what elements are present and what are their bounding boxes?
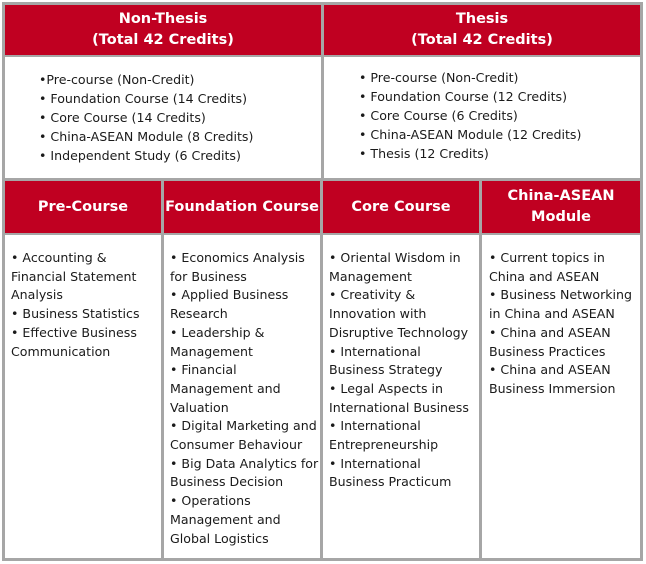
list-item: • Foundation Course (12 Credits) bbox=[359, 88, 567, 104]
list-item: Analysis bbox=[11, 287, 63, 303]
list-item: China and ASEAN bbox=[489, 268, 600, 284]
list-item: Global Logistics bbox=[170, 530, 269, 546]
thesis-header bbox=[324, 5, 640, 55]
list-item: Financial Statement bbox=[11, 268, 137, 284]
list-item: • Current topics in bbox=[489, 250, 605, 265]
list-item: Business Practicum bbox=[329, 474, 452, 490]
foundation-course-list bbox=[164, 235, 320, 558]
list-item: • Foundation Course (14 Credits) bbox=[39, 90, 247, 106]
list-item: • Independent Study (6 Credits) bbox=[39, 147, 241, 163]
pre-course-title: Pre-Course bbox=[37, 198, 129, 215]
list-item: • Effective Business bbox=[11, 324, 137, 340]
list-item: Communication bbox=[11, 343, 111, 359]
non-thesis-subtitle: (Total 42 Credits) bbox=[92, 32, 234, 48]
list-item: • Legal Aspects in bbox=[329, 380, 444, 396]
core-course-title: Core Course bbox=[351, 198, 451, 215]
list-item: • Pre-course (Non-Credit) bbox=[359, 70, 519, 85]
list-item: Management bbox=[170, 343, 253, 359]
list-item: Entrepreneurship bbox=[329, 437, 439, 453]
non-thesis-header bbox=[5, 5, 321, 55]
list-item: • Leadership & bbox=[170, 324, 265, 340]
list-item: • Digital Marketing and bbox=[170, 418, 317, 434]
list-item: Valuation bbox=[170, 399, 229, 415]
list-item: Business Strategy bbox=[329, 362, 443, 378]
non-thesis-plan bbox=[5, 57, 321, 178]
thesis-title: Thesis bbox=[455, 11, 509, 27]
list-item: Business Practices bbox=[489, 343, 606, 359]
non-thesis-course-list bbox=[39, 71, 321, 165]
list-item: • Business Networking bbox=[489, 287, 633, 303]
core-course-list bbox=[323, 235, 479, 558]
list-item: • Core Course (6 Credits) bbox=[359, 107, 518, 123]
thesis-plan bbox=[324, 57, 640, 178]
foundation-course-title: Foundation Course bbox=[165, 198, 319, 215]
list-item: • Oriental Wisdom in bbox=[329, 250, 461, 265]
list-item: • Big Data Analytics for bbox=[170, 455, 319, 471]
list-item: Research bbox=[170, 306, 228, 322]
non-thesis-title: Non-Thesis bbox=[118, 11, 208, 27]
list-item: • Operations bbox=[170, 493, 251, 509]
thesis-course-list bbox=[359, 69, 640, 163]
foundation-course-header bbox=[164, 181, 320, 233]
list-item: • China-ASEAN Module (12 Credits) bbox=[359, 126, 582, 142]
list-item: • Business Statistics bbox=[11, 306, 140, 322]
list-item: Consumer Behaviour bbox=[170, 437, 303, 453]
pre-course-header bbox=[5, 181, 161, 233]
list-item: • International bbox=[329, 343, 421, 359]
thesis-subtitle: (Total 42 Credits) bbox=[411, 32, 553, 48]
list-item: • China and ASEAN bbox=[489, 324, 611, 340]
core-course-header bbox=[323, 181, 479, 233]
china-asean-module-header bbox=[482, 181, 640, 233]
list-item: for Business bbox=[170, 268, 247, 284]
pre-course-list bbox=[5, 235, 161, 558]
list-item: Management and bbox=[170, 511, 281, 527]
list-item: • Economics Analysis bbox=[170, 250, 305, 265]
china-asean-module-list bbox=[482, 235, 640, 558]
list-item: • International bbox=[329, 418, 421, 434]
china-asean-title-line: China-ASEAN bbox=[507, 188, 615, 204]
china-asean-title-line: Module bbox=[531, 209, 591, 225]
list-item: • International bbox=[329, 455, 421, 471]
list-item: • Applied Business bbox=[170, 287, 289, 303]
list-item: • Thesis (12 Credits) bbox=[359, 145, 489, 161]
curriculum-table bbox=[2, 2, 643, 561]
list-item: Business Immersion bbox=[489, 380, 616, 396]
list-item: • Financial bbox=[170, 362, 237, 378]
list-item: • China-ASEAN Module (8 Credits) bbox=[39, 128, 254, 144]
list-item: • Core Course (14 Credits) bbox=[39, 109, 206, 125]
list-item: Disruptive Technology bbox=[329, 324, 469, 340]
list-item: Innovation with bbox=[329, 306, 427, 322]
list-item: Management and bbox=[170, 380, 281, 396]
list-item: • Accounting & bbox=[11, 250, 107, 265]
list-item: •Pre-course (Non-Credit) bbox=[39, 72, 195, 87]
list-item: in China and ASEAN bbox=[489, 306, 615, 322]
list-item: • China and ASEAN bbox=[489, 362, 611, 378]
list-item: Business Decision bbox=[170, 474, 284, 490]
list-item: International Business bbox=[329, 399, 469, 415]
list-item: Management bbox=[329, 268, 412, 284]
list-item: • Creativity & bbox=[329, 287, 416, 303]
